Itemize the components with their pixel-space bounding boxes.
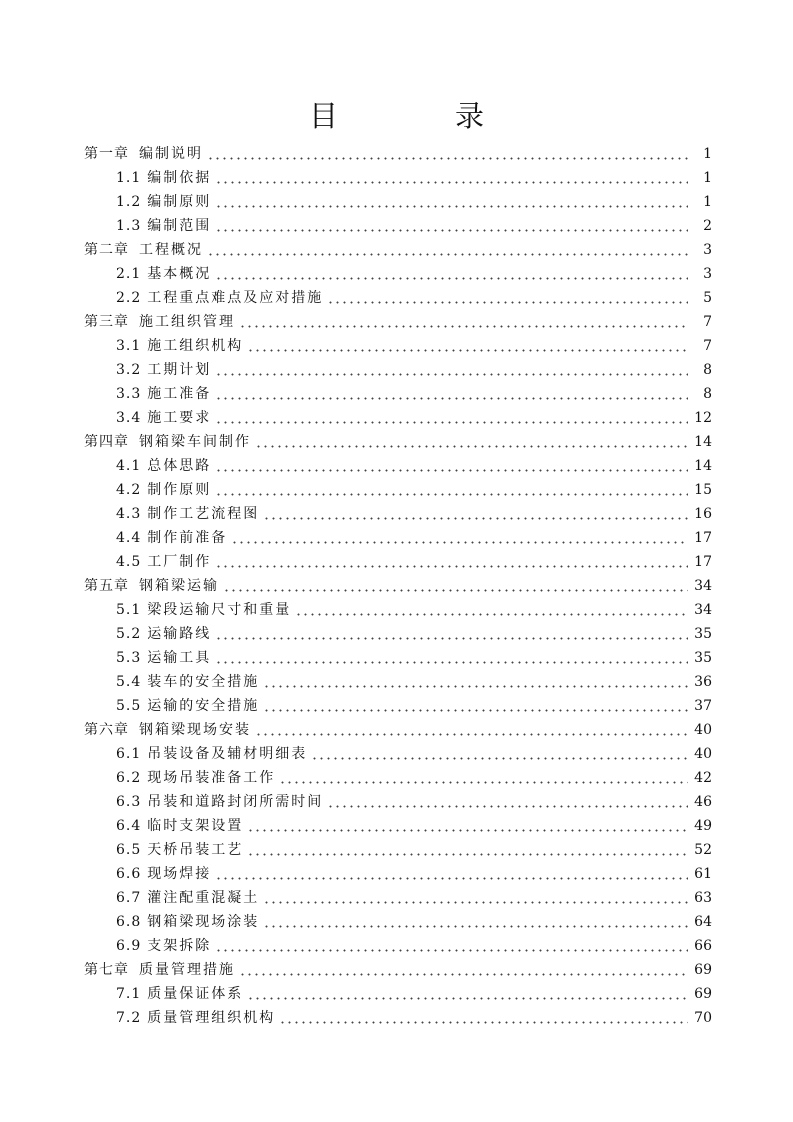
toc-entry-number: 4.3 xyxy=(116,506,142,522)
toc-dot-leader xyxy=(279,1006,688,1030)
toc-entry-title: 钢箱梁现场涂装 xyxy=(147,914,260,930)
toc-section-entry[interactable] xyxy=(84,286,712,310)
toc-section-entry[interactable] xyxy=(84,502,712,526)
toc-page-number: 2 xyxy=(703,218,712,234)
toc-entry-number: 第五章 xyxy=(84,578,129,594)
toc-page-number: 8 xyxy=(703,362,712,378)
toc-entry-title: 质量保证体系 xyxy=(147,986,244,1002)
toc-page-number: 40 xyxy=(694,746,712,762)
toc-entry-number: 6.5 xyxy=(116,842,142,858)
toc-entry-number: 3.3 xyxy=(116,386,142,402)
toc-entry-number: 6.1 xyxy=(116,746,142,762)
toc-entry-number: 第七章 xyxy=(84,962,129,978)
toc-entry-title: 工程概况 xyxy=(139,242,203,258)
toc-page-number: 46 xyxy=(694,794,712,810)
toc-section-entry[interactable] xyxy=(84,358,712,382)
toc-page-number: 40 xyxy=(694,722,712,738)
toc-page-number: 12 xyxy=(694,410,712,426)
toc-dot-leader xyxy=(239,310,688,334)
toc-dot-leader xyxy=(263,910,688,934)
toc-entry-title: 施工组织机构 xyxy=(147,338,244,354)
toc-entry-number: 1.2 xyxy=(116,194,142,210)
toc-entry-title: 现场焊接 xyxy=(147,866,212,882)
toc-page-number: 15 xyxy=(694,482,712,498)
toc-page-number: 34 xyxy=(694,578,712,594)
toc-page-number: 49 xyxy=(694,818,712,834)
toc-entry-number: 6.8 xyxy=(116,914,142,930)
toc-entry-title: 运输工具 xyxy=(147,650,212,666)
toc-dot-leader xyxy=(215,934,688,958)
toc-dot-leader xyxy=(255,430,688,454)
toc-section-entry[interactable] xyxy=(84,982,712,1006)
toc-section-entry[interactable] xyxy=(84,886,712,910)
toc-entry-number: 7.2 xyxy=(116,1010,142,1026)
toc-page-number: 17 xyxy=(694,554,712,570)
toc-entry-title: 吊装设备及辅材明细表 xyxy=(147,746,308,762)
toc-dot-leader xyxy=(215,862,688,886)
toc-dot-leader xyxy=(207,238,688,262)
toc-entry-title: 装车的安全措施 xyxy=(147,674,260,690)
toc-chapter-entry[interactable] xyxy=(84,958,712,982)
toc-entry-title: 运输的安全措施 xyxy=(147,698,260,714)
toc-entry-title: 现场吊装准备工作 xyxy=(147,770,276,786)
toc-section-entry[interactable] xyxy=(84,790,712,814)
toc-section-entry[interactable] xyxy=(84,694,712,718)
toc-entry-number: 第六章 xyxy=(84,722,129,738)
toc-entry-title: 总体思路 xyxy=(147,458,212,474)
toc-entry-title: 工期计划 xyxy=(147,362,212,378)
toc-entry-title: 编制原则 xyxy=(147,194,212,210)
toc-entry-number: 6.7 xyxy=(116,890,142,906)
toc-dot-leader xyxy=(255,718,688,742)
toc-section-entry[interactable] xyxy=(84,742,712,766)
toc-page-number: 3 xyxy=(703,266,712,282)
toc-entry-title: 工程重点难点及应对措施 xyxy=(147,290,324,306)
toc-page-number: 3 xyxy=(703,242,712,258)
toc-entry-title: 钢箱梁现场安装 xyxy=(139,722,251,738)
toc-page-number: 8 xyxy=(703,386,712,402)
toc-section-entry[interactable] xyxy=(84,190,712,214)
toc-entry-title: 灌注配重混凝土 xyxy=(147,890,260,906)
page-title: 目 录 xyxy=(308,99,528,133)
toc-dot-leader xyxy=(263,502,688,526)
toc-dot-leader xyxy=(215,550,688,574)
toc-entry-number: 第三章 xyxy=(84,314,129,330)
toc-section-entry[interactable] xyxy=(84,214,712,238)
toc-section-entry[interactable] xyxy=(84,598,712,622)
toc-entry-number: 5.1 xyxy=(116,602,142,618)
toc-dot-leader xyxy=(215,358,688,382)
toc-page-number: 1 xyxy=(703,170,712,186)
toc-dot-leader xyxy=(247,814,688,838)
toc-page-number: 1 xyxy=(703,146,712,162)
toc-entry-title: 工厂制作 xyxy=(147,554,212,570)
toc-dot-leader xyxy=(263,670,688,694)
toc-chapter-entry[interactable] xyxy=(84,574,712,598)
toc-page-number: 63 xyxy=(694,890,712,906)
toc-dot-leader xyxy=(247,982,688,1006)
toc-page-number: 69 xyxy=(694,962,712,978)
toc-entry-title: 施工组织管理 xyxy=(139,314,235,330)
toc-section-entry[interactable] xyxy=(84,670,712,694)
toc-page-number: 7 xyxy=(703,314,712,330)
toc-entry-number: 4.2 xyxy=(116,482,142,498)
toc-section-entry[interactable] xyxy=(84,838,712,862)
toc-section-entry[interactable] xyxy=(84,814,712,838)
toc-dot-leader xyxy=(215,190,688,214)
toc-section-entry[interactable] xyxy=(84,406,712,430)
toc-entry-number: 5.4 xyxy=(116,674,142,690)
toc-page-number: 34 xyxy=(694,602,712,618)
toc-dot-leader xyxy=(207,142,688,166)
toc-section-entry[interactable] xyxy=(84,166,712,190)
toc-dot-leader xyxy=(279,766,688,790)
toc-entry-number: 第一章 xyxy=(84,146,129,162)
toc-dot-leader xyxy=(215,454,688,478)
toc-page-number: 35 xyxy=(694,626,712,642)
toc-entry-title: 临时支架设置 xyxy=(147,818,244,834)
toc-entry-number: 4.5 xyxy=(116,554,142,570)
toc-page-number: 1 xyxy=(703,194,712,210)
toc-page-number: 42 xyxy=(694,770,712,786)
toc-entry-title: 运输路线 xyxy=(147,626,212,642)
toc-dot-leader xyxy=(215,406,688,430)
toc-dot-leader xyxy=(327,790,688,814)
toc-section-entry[interactable] xyxy=(84,934,712,958)
toc-page-number: 70 xyxy=(694,1010,712,1026)
toc-page-number: 7 xyxy=(703,338,712,354)
toc-chapter-entry[interactable] xyxy=(84,142,712,166)
toc-dot-leader xyxy=(311,742,688,766)
toc-section-entry[interactable] xyxy=(84,550,712,574)
toc-entry-number: 4.4 xyxy=(116,530,142,546)
table-of-contents xyxy=(84,142,712,1030)
toc-entry-title: 梁段运输尺寸和重量 xyxy=(147,602,292,618)
toc-page-number: 14 xyxy=(694,458,712,474)
toc-page-number: 69 xyxy=(694,986,712,1002)
toc-page-number: 36 xyxy=(694,674,712,690)
toc-entry-number: 4.1 xyxy=(116,458,142,474)
toc-page-number: 64 xyxy=(694,914,712,930)
toc-entry-number: 6.2 xyxy=(116,770,142,786)
toc-entry-title: 施工要求 xyxy=(147,410,212,426)
toc-dot-leader xyxy=(247,838,688,862)
toc-entry-title: 质量管理组织机构 xyxy=(147,1010,276,1026)
toc-chapter-entry[interactable] xyxy=(84,238,712,262)
toc-section-entry[interactable] xyxy=(84,1006,712,1030)
toc-page-number: 37 xyxy=(694,698,712,714)
toc-section-entry[interactable] xyxy=(84,646,712,670)
toc-page-number: 17 xyxy=(694,530,712,546)
toc-entry-title: 编制依据 xyxy=(147,170,212,186)
toc-page-number: 66 xyxy=(694,938,712,954)
toc-entry-number: 1.1 xyxy=(116,170,142,186)
toc-entry-number: 6.4 xyxy=(116,818,142,834)
toc-entry-number: 5.5 xyxy=(116,698,142,714)
toc-entry-number: 第二章 xyxy=(84,242,129,258)
toc-entry-number: 6.6 xyxy=(116,866,142,882)
toc-dot-leader xyxy=(239,958,688,982)
toc-dot-leader xyxy=(215,646,688,670)
toc-page-number: 52 xyxy=(694,842,712,858)
toc-chapter-entry[interactable] xyxy=(84,430,712,454)
toc-chapter-entry[interactable] xyxy=(84,310,712,334)
toc-section-entry[interactable] xyxy=(84,478,712,502)
toc-entry-title: 制作前准备 xyxy=(147,530,228,546)
toc-page-number: 35 xyxy=(694,650,712,666)
toc-entry-title: 制作工艺流程图 xyxy=(147,506,260,522)
toc-entry-number: 第四章 xyxy=(84,434,129,450)
toc-entry-number: 6.3 xyxy=(116,794,142,810)
toc-dot-leader xyxy=(215,382,688,406)
toc-entry-title: 编制说明 xyxy=(139,146,203,162)
toc-section-entry[interactable] xyxy=(84,526,712,550)
toc-entry-title: 制作原则 xyxy=(147,482,212,498)
toc-entry-title: 钢箱梁运输 xyxy=(139,578,219,594)
toc-page-number: 5 xyxy=(703,290,712,306)
toc-section-entry[interactable] xyxy=(84,454,712,478)
toc-dot-leader xyxy=(215,166,688,190)
toc-entry-number: 3.2 xyxy=(116,362,142,378)
toc-section-entry[interactable] xyxy=(84,766,712,790)
toc-entry-title: 天桥吊装工艺 xyxy=(147,842,244,858)
toc-entry-number: 6.9 xyxy=(116,938,142,954)
toc-entry-number: 2.1 xyxy=(116,266,142,282)
toc-entry-number: 1.3 xyxy=(116,218,142,234)
toc-dot-leader xyxy=(223,574,688,598)
toc-section-entry[interactable] xyxy=(84,262,712,286)
toc-dot-leader xyxy=(215,622,688,646)
toc-page-number: 16 xyxy=(694,506,712,522)
toc-entry-title: 质量管理措施 xyxy=(139,962,235,978)
toc-entry-title: 吊装和道路封闭所需时间 xyxy=(147,794,324,810)
toc-entry-number: 2.2 xyxy=(116,290,142,306)
toc-entry-title: 支架拆除 xyxy=(147,938,212,954)
toc-page-number: 14 xyxy=(694,434,712,450)
toc-dot-leader xyxy=(263,694,688,718)
toc-dot-leader xyxy=(215,478,688,502)
toc-dot-leader xyxy=(215,262,688,286)
toc-entry-number: 3.4 xyxy=(116,410,142,426)
toc-section-entry[interactable] xyxy=(84,910,712,934)
toc-dot-leader xyxy=(327,286,688,310)
toc-entry-title: 编制范围 xyxy=(147,218,212,234)
toc-entry-number: 7.1 xyxy=(116,986,142,1002)
toc-dot-leader xyxy=(231,526,688,550)
toc-dot-leader xyxy=(295,598,688,622)
toc-dot-leader xyxy=(247,334,688,358)
toc-section-entry[interactable] xyxy=(84,862,712,886)
toc-entry-number: 3.1 xyxy=(116,338,142,354)
toc-dot-leader xyxy=(263,886,688,910)
toc-dot-leader xyxy=(215,214,688,238)
toc-section-entry[interactable] xyxy=(84,622,712,646)
toc-entry-title: 钢箱梁车间制作 xyxy=(139,434,251,450)
toc-section-entry[interactable] xyxy=(84,334,712,358)
toc-section-entry[interactable] xyxy=(84,382,712,406)
toc-entry-number: 5.2 xyxy=(116,626,142,642)
toc-page-number: 61 xyxy=(694,866,712,882)
toc-entry-number: 5.3 xyxy=(116,650,142,666)
toc-entry-title: 施工准备 xyxy=(147,386,212,402)
toc-entry-title: 基本概况 xyxy=(147,266,212,282)
toc-chapter-entry[interactable] xyxy=(84,718,712,742)
